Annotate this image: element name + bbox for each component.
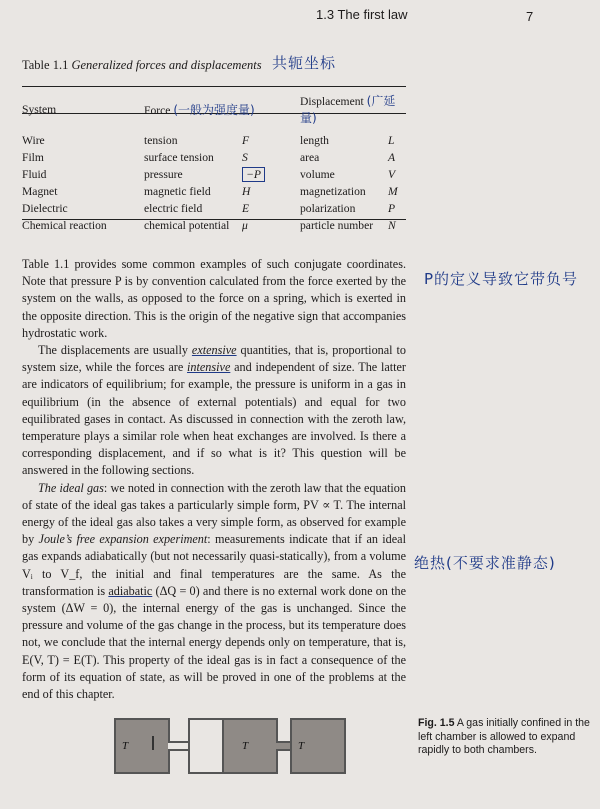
underlined-intensive: intensive (187, 360, 231, 375)
left-chamber-initial: T (114, 718, 170, 774)
left-chamber-final: T (222, 718, 278, 774)
table-caption-number: Table 1.1 (22, 58, 69, 72)
handwritten-caption-note: 共轭坐标 (272, 54, 337, 72)
table-caption (22, 58, 262, 73)
right-chamber-final: T (290, 718, 346, 774)
connecting-tube-open (276, 741, 290, 751)
running-header: 1.3 The first law (316, 7, 408, 22)
paragraph-ideal-gas: The ideal gas: we noted in connection with the zeroth law that the equation of state of the ideal gas takes a particularly simple form, PV ∝ T. The internal energy of the ideal gas also takes a very simple form, as observed for example by Joule’s free expansion experiment: measurements indicate that if an ideal gas expands adiabatically (but not necessarily quasi-statically), from a volume Vᵢ to V_f, the initial and final temperatures are the same. As the transformation is adiabatic (ΔQ = 0) and there is no external work done on the system (ΔW = 0), the internal energy of the gas is unchanged. Since the pressure and volume of the gas change in the process, but its temperature does not, we conclude that the internal energy depends only on temperature, that is, E(V, T) = E(T). This property of the ideal gas is in fact a consequence of the form of its equation of state, as will be proved in one of the problems at the end of this chapter. (22, 480, 406, 702)
table-row: Wire tension F length L (22, 134, 395, 147)
table-row: Film surface tension S area A (22, 151, 396, 164)
table-header-row (22, 92, 408, 132)
table-row: Chemical reaction chemical potential μ particle number N (22, 219, 396, 232)
handwritten-note-adiabatic: 绝热(不要求准静态) (414, 554, 556, 572)
body-text (22, 256, 406, 703)
handwritten-force-note: (一般为强度量) (173, 102, 255, 117)
table-row: Dielectric electric field E polarization P (22, 202, 396, 215)
table-top-rule (22, 86, 406, 87)
generalized-forces-table (22, 92, 408, 234)
header-displacement: Displacement (广延量) (300, 94, 396, 125)
table-row: Fluid pressure −P volume V (22, 168, 396, 181)
page-number: 7 (526, 9, 534, 24)
handwritten-displacement-note: (广延量) (300, 94, 396, 125)
handwritten-note-pressure: P的定义导致它带负号 (424, 270, 579, 288)
underlined-extensive: extensive (191, 343, 237, 358)
figure-caption-text: A gas initially confined in the left chamber is allowed to expand rapidly to both chambers. (418, 717, 590, 756)
connecting-tube (168, 741, 188, 751)
boxed-minus-p: −P (242, 167, 265, 182)
valve-closed (152, 736, 154, 750)
figure-caption (418, 717, 593, 758)
underlined-adiabatic: adiabatic (108, 583, 153, 598)
header-force: Force (一般为强度量) (144, 102, 255, 117)
table-caption-title: Generalized forces and displacements (71, 58, 262, 72)
figure-caption-number: Fig. 1.5 (418, 717, 455, 729)
paragraph-conjugate: Table 1.1 provides some common examples of such conjugate coordinates. Note that pressure P is by convention calculated from the force exerted by the system on the walls, as opposed to the force on a spring, which is exerted in the opposite direction. This is the origin of the negative sign that accompanies hydrostatic work. (22, 257, 406, 340)
header-system: System (22, 102, 57, 116)
paragraph-extensive: The displacements are usually extensive quantities, that is, proportional to system size, while the forces are intensive and independent of size. The latter are indicators of equilibrium; for example, the pressure is uniform in a gas in equilibrium (in the absence of external potentials) and equal for two equilibrated gases in contact. As discussed in connection with the zeroth law, temperature plays a similar role when heat exchanges are involved. Is there a corresponding displacement, and if so what is it? This question will be answered in the following sections. (22, 343, 406, 478)
table-row: Magnet magnetic field H magnetization M (22, 185, 398, 198)
